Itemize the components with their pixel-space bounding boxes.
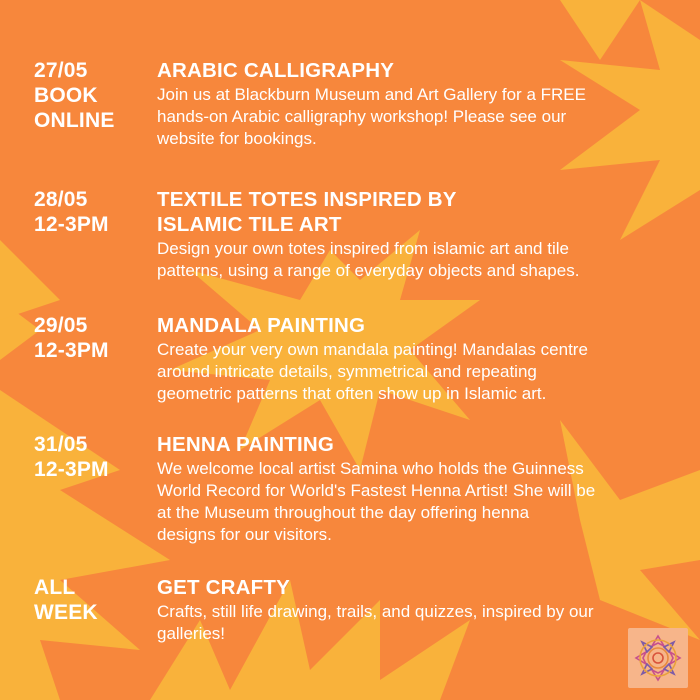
event-description-line: galleries! [157, 624, 226, 643]
event-description-line: geometric patterns that often show up in Islamic art. [157, 384, 547, 403]
starburst-top-left-ray [560, 0, 640, 60]
event-description-line: Create your very own mandala painting! Mandalas centre [157, 340, 588, 359]
event-description-line: hands-on Arabic calligraphy workshop! Please see our [157, 107, 567, 126]
event-title [157, 187, 677, 237]
event-title-line: HENNA PAINTING [157, 433, 335, 456]
event-content [157, 187, 677, 282]
event-date-line: BOOK [34, 84, 98, 107]
event-description-line: Design your own totes inspired from islamic art and tile [157, 239, 569, 258]
event-date [34, 313, 154, 363]
event-description-line: website for bookings. [157, 129, 317, 148]
event-description-line: patterns, using a range of everyday objects and shapes. [157, 261, 580, 280]
event-title [157, 313, 677, 338]
event-content [157, 313, 677, 405]
event-title-line: GET CRAFTY [157, 576, 290, 599]
event-description-line: at the Museum throughout the day offering henna [157, 503, 530, 522]
event-title-line: ISLAMIC TILE ART [157, 213, 342, 236]
event-date [34, 58, 154, 133]
event-date-line: 12-3PM [34, 213, 109, 236]
event-date-line: 27/05 [34, 59, 88, 82]
event-date-line: ONLINE [34, 109, 115, 132]
event-date-line: 28/05 [34, 188, 88, 211]
event-title-line: MANDALA PAINTING [157, 314, 366, 337]
museum-logo [628, 628, 688, 688]
event-title-line: TEXTILE TOTES INSPIRED BY [157, 188, 457, 211]
event-date-line: 29/05 [34, 314, 88, 337]
event-description [157, 458, 677, 546]
event-description [157, 601, 677, 645]
event-date-line: WEEK [34, 601, 98, 624]
event-description-line: Crafts, still life drawing, trails, and quizzes, inspired by our [157, 602, 594, 621]
event-description-line: We welcome local artist Samina who holds the Guinness [157, 459, 584, 478]
event-date-line: 12-3PM [34, 339, 109, 362]
event-date-line: 12-3PM [34, 458, 109, 481]
event-description [157, 339, 677, 405]
event-description-line: Join us at Blackburn Museum and Art Gallery for a FREE [157, 85, 586, 104]
event-title-line: ARABIC CALLIGRAPHY [157, 59, 395, 82]
mandala-logo-icon [628, 628, 688, 688]
event-description [157, 238, 677, 282]
event-content [157, 575, 677, 645]
starburst-left-ray [0, 240, 60, 320]
event-date [34, 187, 154, 237]
event-title [157, 58, 677, 83]
event-description-line: World Record for World's Fastest Henna Artist! She will be [157, 481, 596, 500]
event-date-line: 31/05 [34, 433, 88, 456]
event-title [157, 432, 677, 457]
event-date [34, 575, 154, 625]
event-description-line: designs for our visitors. [157, 525, 332, 544]
event-title [157, 575, 677, 600]
event-description [157, 84, 677, 150]
event-content [157, 58, 677, 150]
event-date-line: ALL [34, 576, 76, 599]
event-content [157, 432, 677, 546]
event-date [34, 432, 154, 482]
event-description-line: around intricate details, symmetrical and repeating [157, 362, 537, 381]
